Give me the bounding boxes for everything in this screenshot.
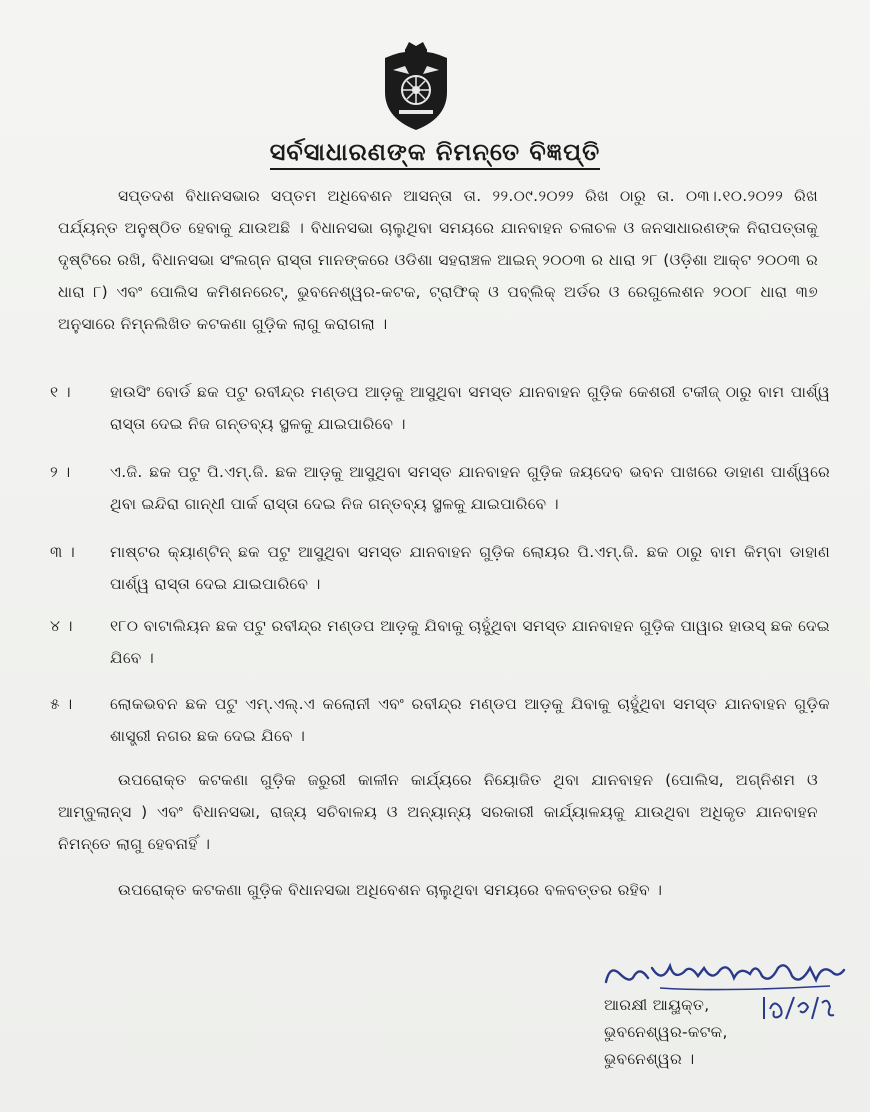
item-number: ୩ ।	[50, 543, 75, 561]
signatory-title: ଆରକ୍ଷୀ ଆୟୁକ୍ତ,	[604, 996, 710, 1014]
validity-paragraph: ଉପରୋକ୍ତ କଟକଣା ଗୁଡ଼ିକ ବିଧାନସଭା ଅଧିବେଶନ ଚାଲୁଥିବା ସମୟରେ ବଳବତ୍ତର ରହିବ ।	[118, 881, 663, 899]
item-number: ୧ ।	[50, 383, 71, 401]
list-item	[50, 456, 830, 520]
signatory-office: ଭୁବନେଶ୍ୱର-କଟକ,	[604, 1023, 728, 1041]
item-text: ମାଷ୍ଟର କ୍ୟାଣ୍ଟିନ୍ ଛକ ପଟୁ ଆସୁଥିବା ସମସ୍ତ ଯାନବାହନ ଗୁଡ଼ିକ ଲୋୟର ପି.ଏମ୍.ଜି. ଛକ ଠାରୁ ବାମ କିମ୍ବା ଡାହାଣ ପାର୍ଶ୍ୱ ରାସ୍ତା ଦେଇ ଯାଇପାରିବେ ।	[110, 543, 830, 593]
item-number: ୫ ।	[50, 695, 73, 713]
list-item	[50, 376, 830, 440]
item-number: ୪ ।	[50, 617, 73, 635]
list-item	[50, 688, 830, 752]
handwritten-signature	[600, 954, 850, 994]
signatory-block	[604, 992, 728, 1073]
handwritten-date	[760, 993, 840, 1023]
list-item	[50, 610, 830, 674]
notice-title: ସର୍ବସାଧାରଣଙ୍କ ନିମନ୍ତେ ବିଜ୍ଞପ୍ତି	[0, 138, 870, 166]
police-emblem-logo	[375, 40, 457, 132]
item-text: ଲୋକଭବନ ଛକ ପଟୁ ଏମ୍.ଏଲ୍.ଏ କଲୋନୀ ଏବଂ ରବୀନ୍ଦ୍ର ମଣ୍ଡପ ଆଡ଼କୁ ଯିବାକୁ ଚାହୁଁଥିବା ସମସ୍ତ ଯାନବାହନ ଗୁଡ଼ିକ ଶାସ୍ତ୍ରୀ ନଗର ଛକ ଦେଇ ଯିବେ ।	[110, 695, 830, 745]
intro-paragraph: ସପ୍ତଦଶ ବିଧାନସଭାର ସପ୍ତମ ଅଧିବେଶନ ଆସନ୍ତା ତା. ୨୨.୦୯.୨୦୨୨ ରିଖ ଠାରୁ ତା. ୦୩।.୧୦.୨୦୨୨ ରିଖ ପର୍ଯ୍ୟନ୍ତ ଅନୁଷ୍ଠିତ ହେବାକୁ ଯାଉଅଛି । ବିଧାନସଭା ଚାଲୁଥିବା ସମୟରେ ଯାନବାହନ ଚଳାଚଳ ଓ ଜନସାଧାରଣଙ୍କ ନିରାପତ୍ତାକୁ ଦୃଷ୍ଟିରେ ରଖି, ବିଧାନସଭା ସଂଲଗ୍ନ ରାସ୍ତା ମାନଙ୍କରେ ଓଡିଶା ସହରାଞ୍ଚଳ ଆଇନ୍ ୨୦୦୩ ର ଧାରା ୨୮ (ଓଡ଼ିଶା ଆକ୍ଟ ୨୦୦୩ ର ଧାରା ୮) ଏବଂ ପୋଲିସ କମିଶନରେଟ୍, ଭୁବନେଶ୍ୱର-କଟକ, ଟ୍ରାଫିକ୍ ଓ ପବ୍ଲିକ୍ ଅର୍ଡର ଓ ରେଗୁଲେଶନ ୨୦୦୮ ଧାରା ୩୭ ଅନୁସାରେ ନିମ୍ନଲିଖିତ କଟକଣା ଗୁଡ଼ିକ ଲାଗୁ କରାଗଲା ।	[58, 187, 818, 333]
item-text: ହାଉସିଂ ବୋର୍ଡ ଛକ ପଟୁ ରବୀନ୍ଦ୍ର ମଣ୍ଡପ ଆଡ଼କୁ ଆସୁଥିବା ସମସ୍ତ ଯାନବାହନ ଗୁଡ଼ିକ କେଶରୀ ଟକୀଜ୍ ଠାରୁ ବାମ ପାର୍ଶ୍ୱ ରାସ୍ତା ଦେଇ ନିଜ ଗନ୍ତବ୍ୟ ସ୍ଥଳକୁ ଯାଇପାରିବେ ।	[110, 383, 830, 433]
item-number: ୨ ।	[50, 463, 71, 481]
exemption-paragraph: ଉପରୋକ୍ତ କଟକଣା ଗୁଡ଼ିକ ଜରୁରୀ କାଳୀନ କାର୍ଯ୍ୟରେ ନିୟୋଜିତ ଥିବା ଯାନବାହନ (ପୋଲିସ, ଅଗ୍ନିଶମ ଓ ଆମ୍ବୁଲାନ୍ସ ) ଏବଂ ବିଧାନସଭା, ରାଜ୍ୟ ସଚିବାଳୟ ଓ ଅନ୍ୟାନ୍ୟ ସରକାରୀ କାର୍ଯ୍ୟାଳୟକୁ ଯାଉଥିବା ଅଧିକୃତ ଯାନବାହନ ନିମନ୍ତେ ଲାଗୁ ହେବନାହିଁ ।	[58, 771, 818, 853]
signatory-place: ଭୁବନେଶ୍ୱର ।	[604, 1050, 695, 1068]
item-text: ୧୮୦ ବାଟାଲିୟନ ଛକ ପଟୁ ରବୀନ୍ଦ୍ର ମଣ୍ଡପ ଆଡ଼କୁ ଯିବାକୁ ଚାହୁଁଥିବା ସମସ୍ତ ଯାନବାହନ ଗୁଡ଼ିକ ପାୱାର ହାଉସ୍ ଛକ ଦେଇ ଯିବେ ।	[110, 617, 830, 667]
item-text: ଏ.ଜି. ଛକ ପଟୁ ପି.ଏମ୍.ଜି. ଛକ ଆଡ଼କୁ ଆସୁଥିବା ସମସ୍ତ ଯାନବାହନ ଗୁଡ଼ିକ ଜୟଦେବ ଭବନ ପାଖରେ ଡାହାଣ ପାର୍ଶ୍ୱରେ ଥିବା ଇନ୍ଦିରା ଗାନ୍ଧୀ ପାର୍କ ରାସ୍ତା ଦେଇ ନିଜ ଗନ୍ତବ୍ୟ ସ୍ଥଳକୁ ଯାଇପାରିବେ ।	[110, 463, 830, 513]
list-item	[50, 536, 830, 600]
